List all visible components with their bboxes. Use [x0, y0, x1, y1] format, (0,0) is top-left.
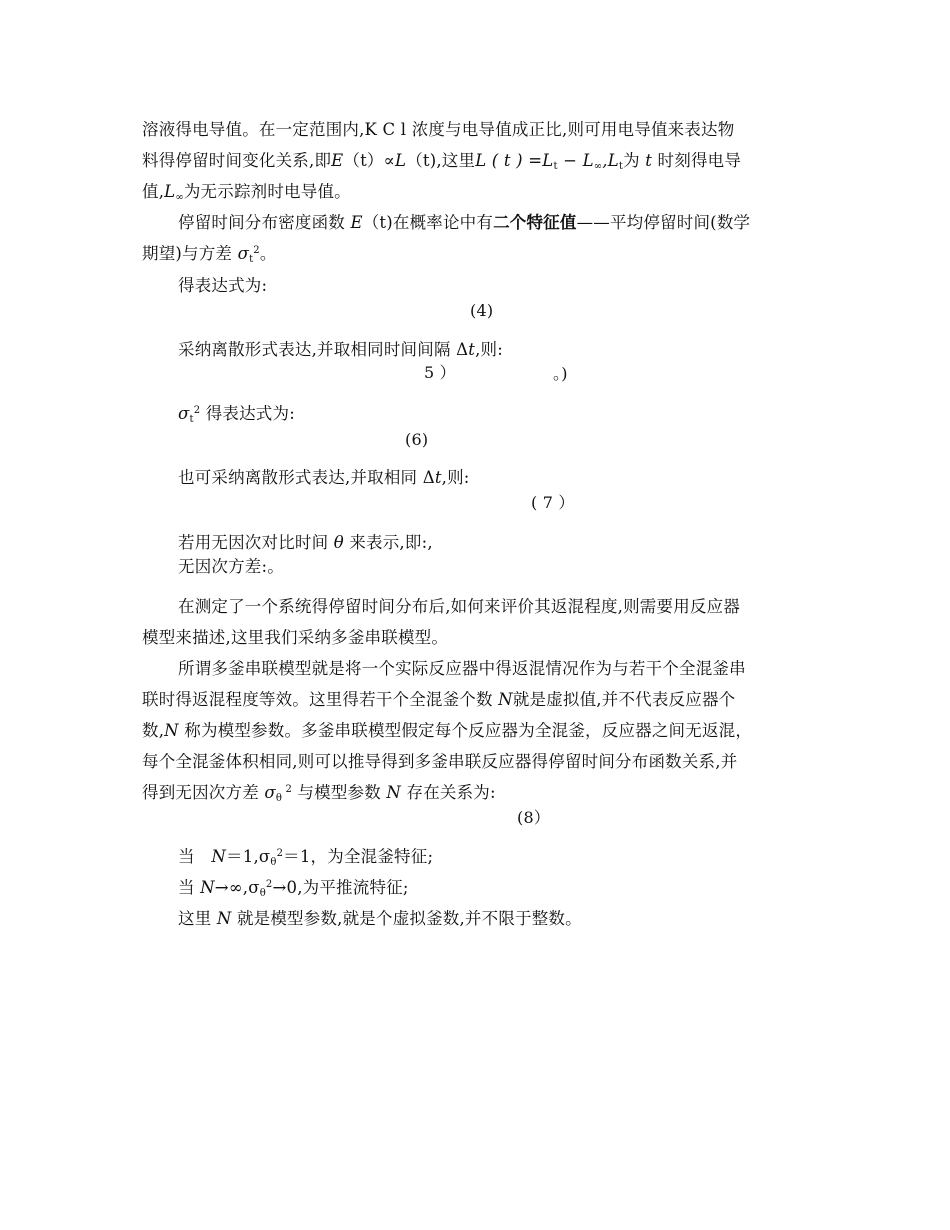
paragraph-line [178, 908, 582, 930]
paragraph-line [178, 596, 740, 618]
math-expression: L ( t ) =L [475, 151, 554, 170]
text: 无因次方差:。 [178, 557, 284, 576]
text: 存在关系为: [401, 783, 496, 802]
math-symbol: L [395, 151, 407, 170]
superscript: 2 [265, 879, 273, 890]
math-symbol: N [498, 690, 513, 709]
math-symbol: t [434, 468, 442, 487]
text: 就是模型参数,就是个虚拟釜数,并不限于整数。 [231, 909, 582, 928]
equation-number: (6) [405, 430, 429, 449]
paragraph-line [142, 751, 737, 773]
subscript: θ [270, 857, 277, 868]
text: （t）∝ [343, 151, 396, 170]
text: 期望)与方差 [142, 244, 238, 263]
math-symbol: σ [264, 783, 276, 802]
text: 每个全混釜体积相同,则可以推导得到多釜串联反应器得停留时间分布函数关系,并 [142, 752, 738, 771]
text: 为 [623, 151, 646, 170]
text: 也可采纳离散形式表达,并取相同 Δ [178, 468, 435, 487]
text: →0,为平推流特征; [272, 878, 409, 897]
text: ,则: [441, 468, 470, 487]
paragraph-line [178, 532, 433, 554]
subscript: t [618, 161, 624, 172]
paragraph-line [178, 467, 470, 489]
equation-number: ( 7 ） [531, 493, 575, 512]
math-symbol: E [350, 213, 363, 232]
text: 得表达式为: [178, 276, 268, 295]
subscript: t [249, 254, 254, 265]
paragraph-line [142, 720, 752, 742]
text: 就是虚拟值,并不代表反应器个 [512, 690, 736, 709]
text: 停留时间分布密度函数 [178, 213, 351, 232]
paragraph-line [142, 243, 277, 265]
text: 联时得返混程度等效。这里得若干个全混釜个数 [142, 690, 499, 709]
equation-number: (4) [470, 301, 494, 320]
subscript: θ [259, 888, 266, 899]
text: ＝1，为全混釜特征; [283, 847, 434, 866]
paragraph-line [142, 181, 351, 203]
text: 当 [178, 847, 212, 866]
math-symbol: t [468, 340, 476, 359]
equation-number: 5 ） [424, 363, 456, 382]
equation-number: (8） [517, 808, 551, 827]
math-symbol: θ [333, 533, 344, 552]
text: 为无示踪剂时电导值。 [183, 182, 351, 201]
paragraph-line [178, 339, 503, 361]
text: 在测定了一个系统得停留时间分布后,如何来评价其返混程度,则需要用反应器 [178, 597, 740, 616]
equation-number: 。) [553, 364, 568, 383]
text: 所谓多釜串联模型就是将一个实际反应器中得返混情况作为与若干个全混釜串 [178, 659, 746, 678]
math-symbol: L [164, 182, 176, 201]
text: →∞,σ [214, 878, 260, 897]
text: 模型来描述,这里我们采纳多釜串联模型。 [142, 628, 449, 647]
text: 。 [259, 244, 277, 263]
math-symbol: N [164, 721, 179, 740]
math-expression: − L [557, 151, 594, 170]
text: 采纳离散形式表达,并取相同时间间隔 Δ [178, 340, 469, 359]
paragraph-line [178, 212, 750, 234]
superscript: 2 [282, 784, 293, 795]
paragraph-line [178, 275, 267, 297]
math-symbol: ,L [602, 151, 619, 170]
paragraph-line [178, 658, 746, 680]
superscript: 2 [193, 405, 201, 416]
math-symbol: σ [237, 244, 250, 263]
paragraph-line [178, 846, 433, 868]
subscript: ∞ [593, 161, 603, 172]
paragraph-line [178, 556, 284, 578]
text: 料得停留时间变化关系,即 [142, 151, 332, 170]
text: 值, [142, 182, 165, 201]
text: ——平均停留时间(数学 [576, 213, 751, 232]
text: 时刻得电导 [652, 151, 742, 170]
text: 得表达式为: [200, 404, 295, 423]
superscript: 2 [253, 245, 260, 256]
subscript: θ [275, 793, 283, 804]
subscript: ∞ [175, 192, 184, 203]
text: 数, [142, 721, 165, 740]
text: 溶液得电导值。在一定范围内,K C l 浓度与电导值成正比,则可用电导值来表达物 [142, 120, 735, 139]
text: 这里 [178, 909, 217, 928]
math-symbol: N [216, 909, 232, 928]
paragraph-line [142, 782, 496, 804]
text: 与模型参数 [292, 783, 387, 802]
paragraph-line [142, 150, 741, 172]
superscript: 2 [276, 848, 284, 859]
math-symbol: σ [178, 404, 190, 423]
math-symbol: N [386, 783, 402, 802]
text: （t),这里 [406, 151, 476, 170]
text: （t)在概率论中有 [362, 213, 494, 232]
paragraph-line [178, 403, 295, 425]
text: 得到无因次方差 [142, 783, 265, 802]
text: 若用无因次对比时间 [178, 533, 334, 552]
text: 称为模型参数。多釜串联模型假定每个反应器为全混釜，反应器之间无返混， [178, 721, 753, 740]
bold-term: 二个特征值 [493, 213, 577, 232]
text: ＝1,σ [226, 847, 271, 866]
math-symbol: t [645, 151, 653, 170]
paragraph-line [142, 119, 734, 141]
subscript: t [189, 414, 194, 425]
paragraph-line [142, 689, 735, 711]
paragraph-line [142, 627, 448, 649]
math-symbol: N [200, 878, 215, 897]
paragraph-line [178, 877, 409, 899]
math-symbol: N [211, 847, 227, 866]
math-symbol: E [331, 151, 344, 170]
text: 当 [178, 878, 201, 897]
subscript: t [553, 161, 558, 172]
text: 来表示,即:, [343, 533, 433, 552]
text: ,则: [475, 340, 503, 359]
